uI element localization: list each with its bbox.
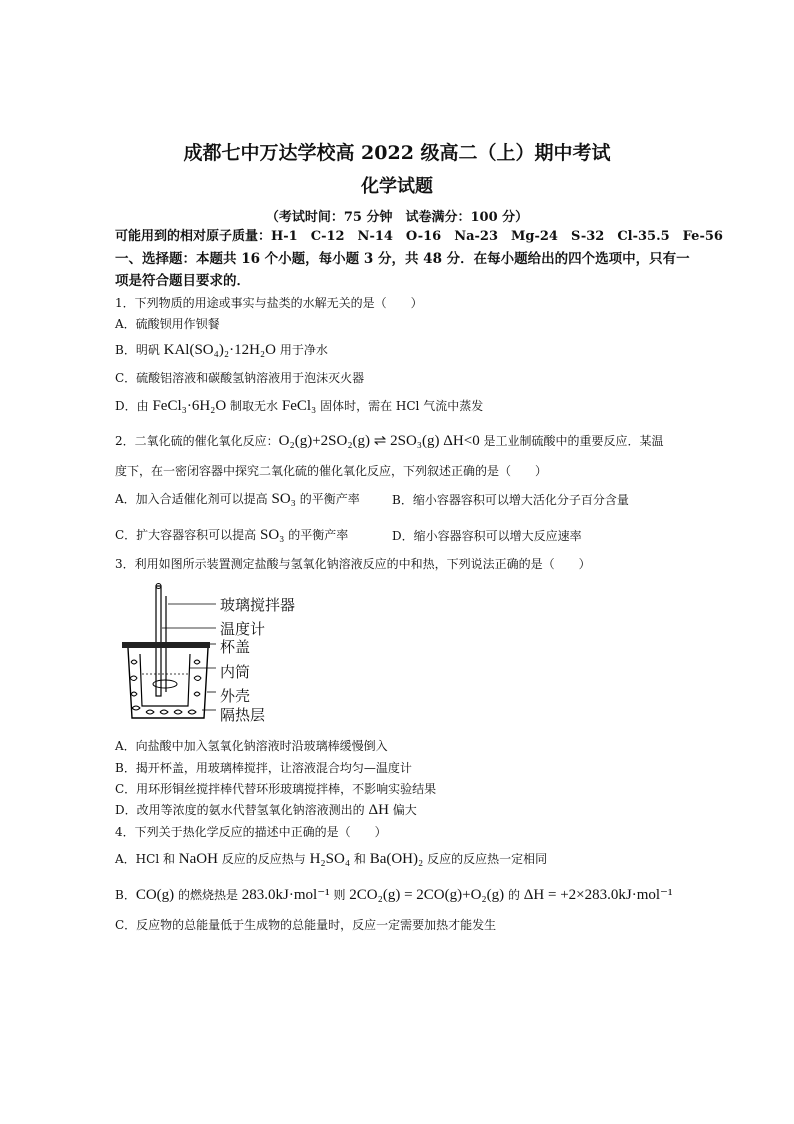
q3-stem: 3．利用如图所示装置测定盐酸与氢氧化钠溶液反应的中和热，下列说法正确的是（ ） bbox=[115, 557, 591, 571]
q4-b-formula2: 283.0kJ·mol⁻¹ bbox=[241, 887, 330, 903]
label-thermometer: 温度计 bbox=[220, 620, 266, 638]
q4-a-suffix: 反应的反应热一定相同 bbox=[423, 852, 548, 866]
q3-d-suffix: 偏大 bbox=[388, 803, 417, 817]
q1-stem: 1．下列物质的用途或事实与盐类的水解无关的是（ ） bbox=[115, 296, 423, 310]
q2-option-c bbox=[115, 527, 348, 543]
q2-stem-line1 bbox=[115, 433, 664, 449]
q3-option-c: C．用环形铜丝搅拌棒代替环形玻璃搅拌棒，不影响实验结果 bbox=[115, 782, 437, 796]
q4-b-formula3: 2CO₂(g) = 2CO(g)+O₂(g) bbox=[349, 887, 505, 903]
q4-b-prefix: B． bbox=[115, 888, 136, 902]
q3-option-d bbox=[115, 802, 417, 818]
label-lid: 杯盖 bbox=[220, 638, 251, 656]
q2-stem-line2: 度下，在一密闭容器中探究二氧化硫的催化氧化反应，下列叙述正确的是（ ） bbox=[115, 464, 548, 478]
q1-b-prefix: B．明矾 bbox=[115, 343, 164, 357]
section-heading-line1: 一、选择题：本题共 16 个小题，每小题 3 分，共 48 分．在每小题给出的四个选项中，只有一 bbox=[115, 251, 690, 267]
q1-option-b bbox=[115, 342, 328, 358]
q2-option-d: D．缩小容器容积可以增大反应速率 bbox=[392, 529, 582, 543]
q1-d-middle: 制取无水 bbox=[226, 399, 282, 413]
q4-b-middle2: 则 bbox=[329, 888, 350, 902]
q3-option-b: B．揭开杯盖，用玻璃棒搅拌，让溶液混合均匀—温度计 bbox=[115, 761, 412, 775]
q4-a-formula2: H₂SO₄ bbox=[309, 851, 351, 867]
q4-b-middle1: 的燃烧热是 bbox=[174, 888, 242, 902]
q4-option-b bbox=[115, 887, 672, 903]
label-glass-stirrer: 玻璃搅拌器 bbox=[220, 596, 296, 614]
q2-stem-prefix: 2．二氧化硫的催化氧化反应： bbox=[115, 434, 279, 448]
section-heading-line2: 项是符合题目要求的． bbox=[115, 273, 250, 289]
q4-stem: 4．下列关于热化学反应的描述中正确的是（ ） bbox=[115, 825, 387, 839]
q1-option-c: C．硫酸铝溶液和碳酸氢钠溶液用于泡沫灭火器 bbox=[115, 371, 365, 385]
q1-d-formula2: FeCl₃ bbox=[281, 398, 317, 414]
q1-d-prefix: D．由 bbox=[115, 399, 153, 413]
q2-option-a bbox=[115, 491, 360, 507]
q2-option-b: B．缩小容器容积可以增大活化分子百分含量 bbox=[392, 493, 629, 507]
exam-title: 成都七中万达学校高 2022 级高二（上）期中考试 bbox=[183, 142, 611, 164]
q3-d-formula: ΔH bbox=[368, 802, 389, 818]
q4-a-middle1: 反应的反应热与 bbox=[217, 852, 310, 866]
q1-b-formula: KAl(SO₄)₂·12H₂O bbox=[163, 342, 276, 358]
q1-b-suffix: 用于净水 bbox=[276, 343, 328, 357]
q4-b-middle3: 的 bbox=[504, 888, 524, 902]
q2-a-prefix: A．加入合适催化剂可以提高 bbox=[115, 492, 272, 506]
q2-c-prefix: C．扩大容器容积可以提高 bbox=[115, 528, 260, 542]
q4-a-formula3: Ba(OH)₂ bbox=[369, 851, 424, 867]
q1-option-a: A．硫酸钡用作钡餐 bbox=[115, 317, 220, 331]
q2-stem-suffix: 是工业制硫酸中的重要反应．某温 bbox=[479, 434, 664, 448]
q4-option-c: C．反应物的总能量低于生成物的总能量时，反应一定需要加热才能发生 bbox=[115, 918, 497, 932]
q1-d-suffix: 固体时，需在 HCl 气流中蒸发 bbox=[316, 399, 484, 413]
q3-d-prefix: D．改用等浓度的氨水代替氢氧化钠溶液测出的 bbox=[115, 803, 369, 817]
q1-d-formula1: FeCl₃·6H₂O bbox=[152, 398, 227, 414]
atomic-masses: 可能用到的相对原子质量：H-1 C-12 N-14 O-16 Na-23 Mg-24 S-32 Cl-35.5 Fe-56 bbox=[115, 229, 723, 244]
q3-option-a: A．向盐酸中加入氢氧化钠溶液时沿玻璃棒缓慢倒入 bbox=[115, 739, 388, 753]
q2-a-suffix: 的平衡产率 bbox=[295, 492, 360, 506]
q4-option-a bbox=[115, 851, 547, 867]
label-inner-cup: 内筒 bbox=[220, 663, 251, 681]
q4-b-formula4: ΔH = +2×283.0kJ·mol⁻¹ bbox=[523, 887, 673, 903]
q4-b-formula1: CO(g) bbox=[135, 887, 175, 903]
q2-equation: O₂(g)+2SO₂(g) ⇌ 2SO₃(g) ΔH<0 bbox=[278, 433, 480, 449]
exam-info: （考试时间：75 分钟 试卷满分：100 分） bbox=[265, 210, 529, 225]
q1-option-d bbox=[115, 398, 483, 414]
q2-a-formula: SO₃ bbox=[271, 491, 296, 507]
exam-subject: 化学试题 bbox=[361, 176, 433, 197]
q2-c-formula: SO₃ bbox=[260, 527, 285, 543]
label-insulation: 隔热层 bbox=[220, 706, 266, 724]
label-outer-shell: 外壳 bbox=[220, 687, 251, 705]
q4-a-formula1: NaOH bbox=[178, 851, 218, 867]
q4-a-prefix: A．HCl 和 bbox=[115, 852, 179, 866]
q4-a-middle2: 和 bbox=[350, 852, 370, 866]
q2-c-suffix: 的平衡产率 bbox=[284, 528, 349, 542]
